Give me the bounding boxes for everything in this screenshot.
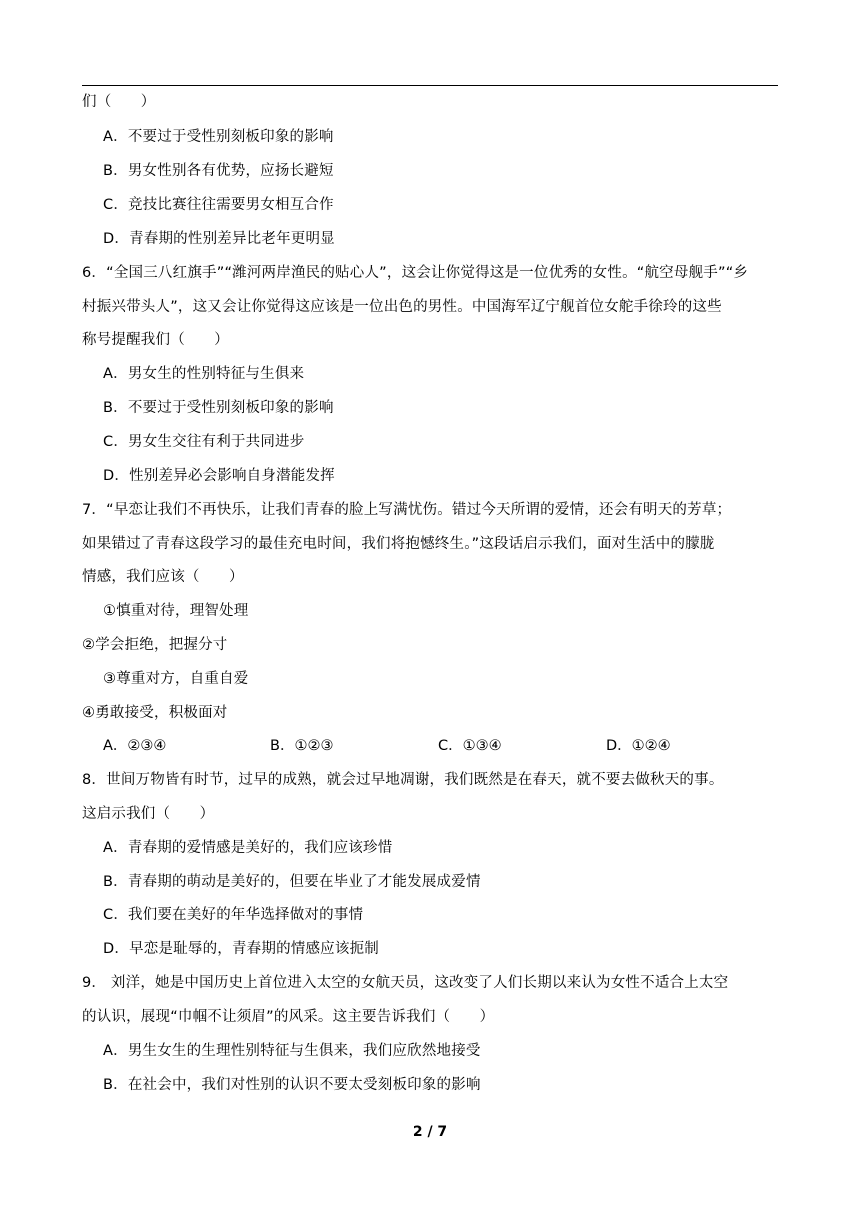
q6-stem-line-3: 称号提醒我们（ ） [82, 332, 229, 348]
q5-option-a: A．不要过于受性别刻板印象的影响 [103, 129, 334, 145]
q7-option-b: B．①②③ [270, 738, 334, 754]
q7-item-4: ④勇敢接受，积极面对 [82, 705, 228, 721]
q9-stem-line-1: 9． 刘洋，她是中国历史上首位进入太空的女航天员，这改变了人们长期以来认为女性不适合上太空 [82, 975, 729, 991]
q6-stem-line-2: 村振兴带头人”，这又会让你觉得这应该是一位出色的男性。中国海军辽宁舰首位女舵手徐玲的这些 [82, 299, 722, 315]
q5-option-d: D．青春期的性别差异比老年更明显 [103, 231, 335, 247]
q9-stem-line-2: 的认识，展现“巾帼不让须眉”的风采。这主要告诉我们（ ） [82, 1009, 495, 1025]
q6-option-b: B．不要过于受性别刻板印象的影响 [103, 400, 334, 416]
q8-option-b: B．青春期的萌动是美好的，但要在毕业了才能发展成爱情 [103, 874, 481, 890]
q7-option-a: A．②③④ [103, 738, 167, 754]
q7-item-2: ②学会拒绝，把握分寸 [82, 637, 228, 653]
q5-option-c: C．竞技比赛往往需要男女相互合作 [103, 197, 334, 213]
q8-option-a: A．青春期的爱情感是美好的，我们应该珍惜 [103, 840, 393, 856]
q9-option-a: A．男生女生的生理性别特征与生俱来，我们应欣然地接受 [103, 1043, 481, 1059]
header-rule [82, 85, 778, 86]
q6-option-a: A．男女生的性别特征与生俱来 [103, 366, 305, 382]
q7-option-c: C．①③④ [438, 738, 502, 754]
q9-option-b: B．在社会中，我们对性别的认识不要太受刻板印象的影响 [103, 1077, 481, 1093]
page-number: 2 / 7 [412, 1124, 448, 1140]
q7-option-d: D．①②④ [606, 738, 671, 754]
q7-stem-line-1: 7．“早恋让我们不再快乐，让我们青春的脸上写满忧伤。错过今天所谓的爱情，还会有明天的芳草； [82, 502, 732, 518]
q5-stem-tail: 们（ ） [82, 94, 156, 110]
q7-stem-line-2: 如果错过了青春这段学习的最佳充电时间，我们将抱憾终生。”这段话启示我们，面对生活中的朦胧 [82, 536, 715, 552]
q6-option-d: D．性别差异必会影响自身潜能发挥 [103, 468, 335, 484]
q8-option-d: D．早恋是耻辱的，青春期的情感应该扼制 [103, 941, 379, 957]
q7-stem-line-3: 情感，我们应该（ ） [82, 569, 244, 585]
q8-stem-line-2: 这启示我们（ ） [82, 806, 215, 822]
q6-option-c: C．男女生交往有利于共同进步 [103, 434, 305, 450]
q6-stem-line-1: 6．“全国三八红旗手”“潍河两岸渔民的贴心人”，这会让你觉得这是一位优秀的女性。“航空母舰手”“乡 [82, 265, 749, 281]
q8-stem-line-1: 8．世间万物皆有时节，过早的成熟，就会过早地凋谢，我们既然是在春天，就不要去做秋天的事。 [82, 772, 724, 788]
q5-option-b: B．男女性别各有优势，应扬长避短 [103, 163, 334, 179]
q8-option-c: C．我们要在美好的年华选择做对的事情 [103, 907, 364, 923]
q7-item-1: ①慎重对待，理智处理 [103, 603, 249, 619]
q7-item-3: ③尊重对方，自重自爱 [103, 671, 249, 687]
